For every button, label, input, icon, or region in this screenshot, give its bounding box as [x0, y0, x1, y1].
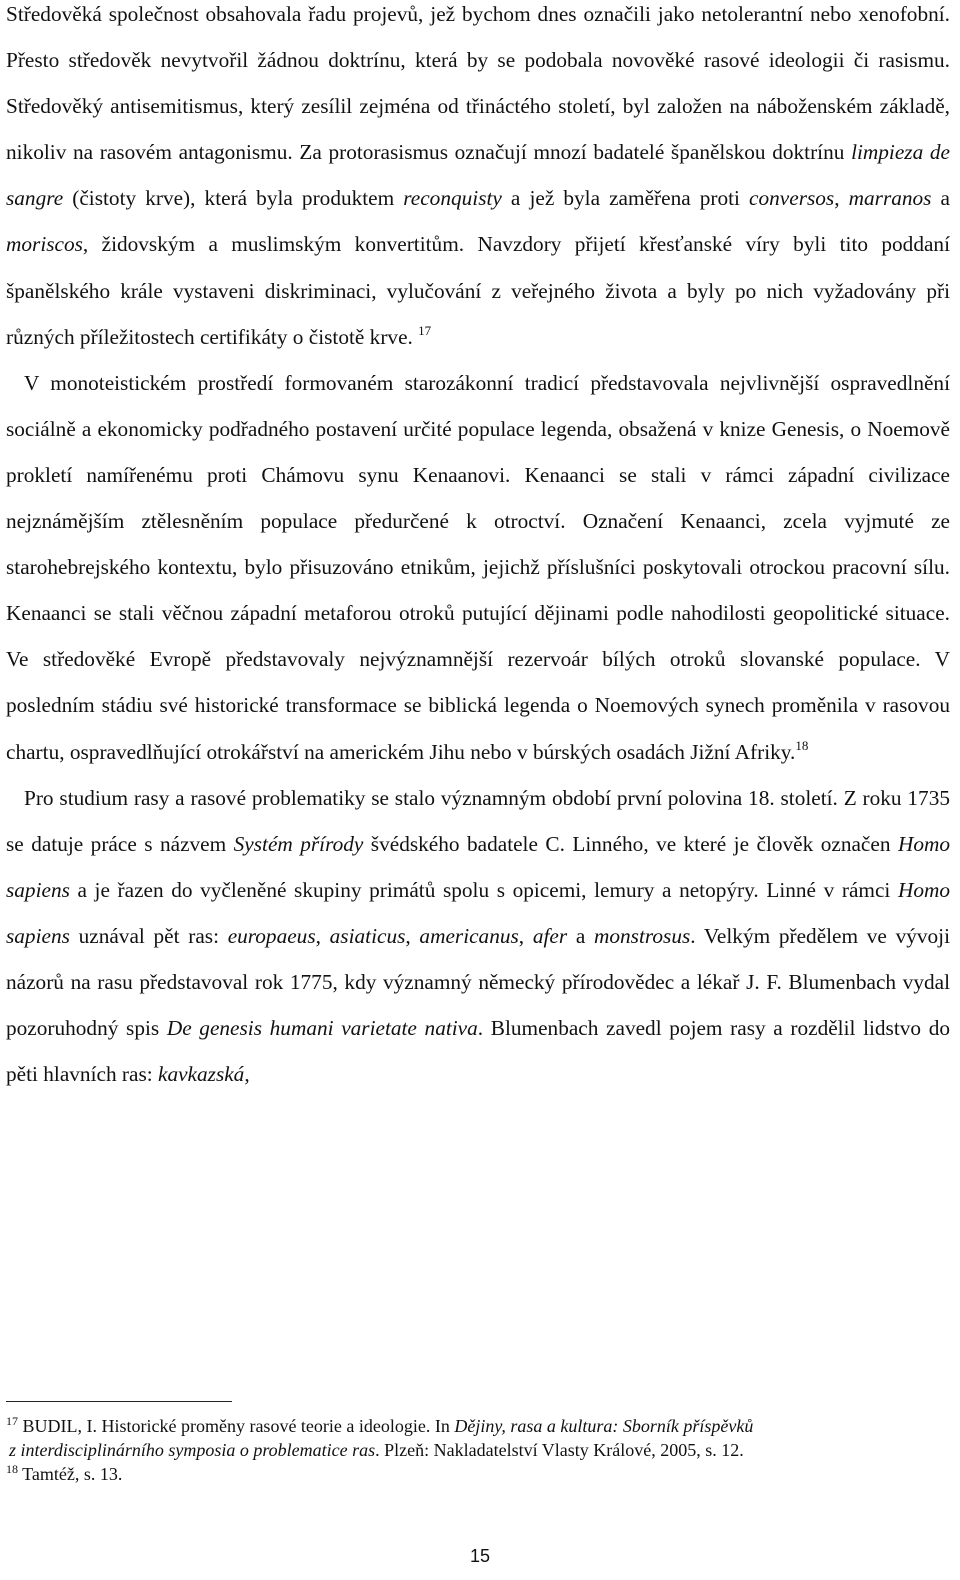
- italic-text: De genesis humani varietate nativa: [166, 1016, 478, 1041]
- text-run: Tamtéž, s. 13.: [18, 1464, 123, 1484]
- text-run: (čistoty krve), která byla produktem: [63, 186, 404, 211]
- footnotes: [6, 1414, 950, 1486]
- text-run: ,: [405, 923, 420, 948]
- text-run: . Velkým předělem ve vývoji názorů na rasu představoval rok 1775, kdy významný německý přírodovědec a lékař J. F. Blumenbach vydal pozoruhodný spis: [6, 923, 951, 1041]
- italic-text: afer: [532, 923, 568, 948]
- text-run: uznával pět ras:: [69, 923, 228, 948]
- italic-text: conversos: [749, 186, 835, 211]
- italic-text: z interdisciplinárního symposia o problematice ras: [9, 1440, 376, 1460]
- footnote-ref: 17: [6, 1414, 18, 1428]
- p3: [6, 775, 950, 1098]
- text-run: a je řazen do vyčleněné skupiny primátů spolu s opicemi, lemury a netopýry. Linné v rámci: [69, 877, 898, 902]
- p2: [6, 360, 950, 775]
- italic-text: marranos: [848, 186, 932, 211]
- text-run: . Plzeň: Nakladatelství Vlasty Králové, 2005, s. 12.: [375, 1440, 744, 1460]
- italic-text: monstrosus: [594, 923, 691, 948]
- p1: [6, 0, 950, 360]
- text-run: a jež byla zaměřena proti: [501, 186, 750, 211]
- italic-text: reconquisty: [403, 186, 502, 211]
- italic-text: kavkazská: [158, 1062, 245, 1087]
- footnote-ref: 18: [6, 1462, 18, 1476]
- italic-text: limpieza de sangre: [6, 140, 950, 211]
- text-run: , židovským a muslimským konvertitům. Navzdory přijetí křesťanské víry byli tito poddaní španělského krále vystaveni diskriminaci, vylučování z veřejného života a byly po nich vyžadovány při různých příležitostech certifikáty o čistotě krve.: [6, 232, 950, 349]
- text-run: . Blumenbach zavedl pojem rasy a rozdělil lidstvo do pěti hlavních ras:: [6, 1016, 951, 1087]
- text-run: ,: [315, 923, 330, 948]
- italic-text: Homo sapiens: [6, 831, 950, 902]
- italic-text: asiaticus: [329, 923, 406, 948]
- italic-text: europaeus: [227, 923, 316, 948]
- text-run: a: [931, 186, 950, 211]
- italic-text: Dějiny, rasa a kultura: Sborník příspěvků: [454, 1416, 754, 1436]
- italic-text: Systém přírody: [233, 831, 364, 856]
- text-run: švédského badatele C. Linného, ve které je člověk označen: [363, 831, 898, 856]
- fn17: [6, 1414, 950, 1438]
- italic-text: moriscos: [6, 232, 83, 257]
- text-run: ,: [834, 186, 849, 211]
- text-run: BUDIL, I. Historické proměny rasové teorie a ideologie. In: [18, 1416, 455, 1436]
- body-text: [6, 0, 950, 1097]
- page-number: 15: [469, 1546, 491, 1566]
- footnote-ref: 18: [795, 737, 809, 753]
- italic-text: americanus: [419, 923, 519, 948]
- text-run: ,: [518, 923, 533, 948]
- text-run: Pro studium rasy a rasové problematiky se stalo významným období první polovina 18. století. Z roku 1735 se datuje práce s názvem: [6, 785, 950, 856]
- footnote-separator: [6, 1401, 232, 1402]
- italic-text: Homo sapiens: [6, 877, 950, 948]
- text-run: a: [567, 923, 594, 948]
- footnote-ref: 17: [418, 322, 432, 338]
- fn18: [6, 1462, 950, 1486]
- fn17-cont: [6, 1438, 950, 1462]
- text-run: V monoteistickém prostředí formovaném starozákonní tradicí představovala nejvlivnější ospravedlnění sociálně a ekonomicky podřadného postavení určité populace legenda, obsažená v knize Genesis, o Noemově prokletí namířenému proti Chámovu synu Kenaanovi. Kenaanci se stali v rámci západní civilizace nejznámějším ztělesněním populace předurčené k otroctví. Označení Kenaanci, zcela vyjmuté ze starohebrejského kontextu, bylo přisuzováno etnikům, jejichž příslušníci poskytovali otrockou pracovní sílu. Kenaanci se stali věčnou západní metaforou otroků putující dějinami podle nahodilosti geopolitické situace. Ve středověké Evropě představovaly nejvýznamnější rezervoár bílých otroků slovanské populace. V posledním stádiu své historické transformace se biblická legenda o Noemových synech proměnila v rasovou chartu, ospravedlňující otrokářství na americkém Jihu nebo v búrských osadách Jižní Afriky.: [6, 370, 950, 764]
- text-run: ,: [244, 1062, 250, 1087]
- text-run: Středověká společnost obsahovala řadu projevů, jež bychom dnes označili jako netolerantní nebo xenofobní. Přesto středověk nevytvořil žádnou doktrínu, která by se podobala novověké rasové ideologii či rasismu. Středověký antisemitismus, který zesílil zejména od třináctého století, byl založen na náboženském základě, nikoliv na rasovém antagonismu. Za protorasismus označují mnozí badatelé španělskou doktrínu: [6, 2, 950, 165]
